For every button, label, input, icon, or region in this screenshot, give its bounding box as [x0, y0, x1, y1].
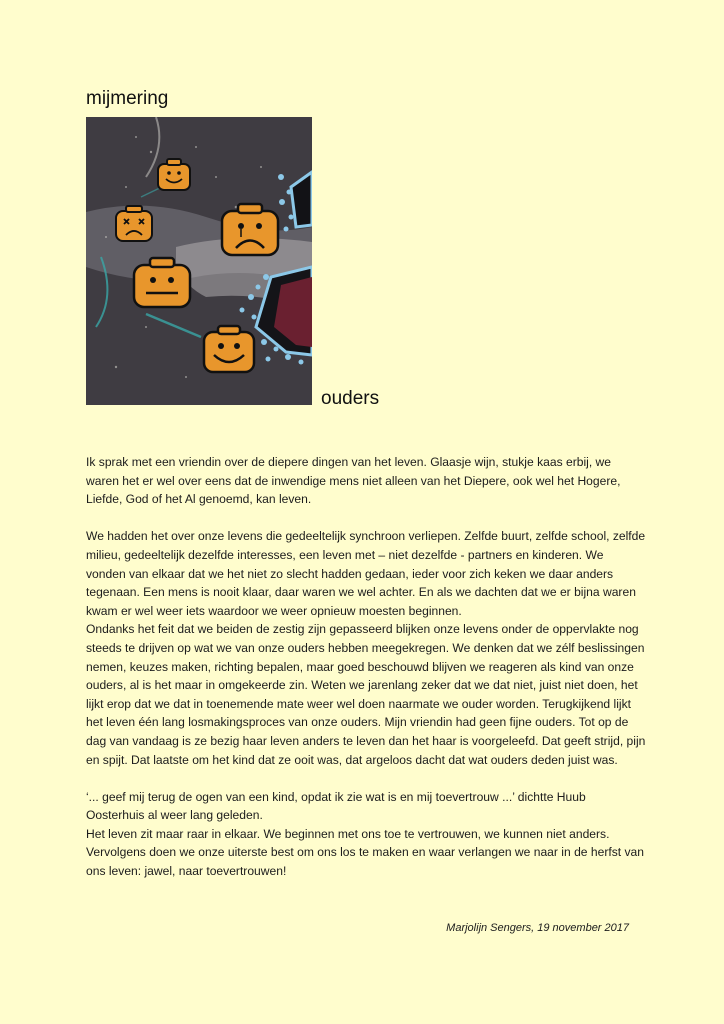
- article-body: [86, 453, 646, 881]
- quote-paragraph: ‘... geef mij terug de ogen van een kind, opdat ik zie wat is en mij toevertrouw ...’ dichtte Huub Oosterhuis al weer lang geleden.: [86, 789, 586, 823]
- subtitle: ouders: [321, 388, 380, 409]
- paragraph-5: Het leven zit maar raar in elkaar. We beginnen met ons toe te vertrouwen, we kunnen niet anders. Vervolgens doen we onze uiterste best om ons los te maken en waar verlangen we naar in de herfst van ons leven: jawel, naar toevertrouwen!: [86, 826, 644, 879]
- artwork-image: [86, 117, 312, 405]
- paragraph-2: We hadden het over onze levens die gedeeltelijk synchroon verliepen. Zelfde buurt, zelfde school, zelfde milieu, gedeeltelijk dezelfde interesses, een leven met – niet dezelfde - partners en kinderen. We vonden van elkaar dat we het niet zo slecht hadden gedaan, ieder voor zich keken we daar anders tegenaan. Een mens is nooit klaar, daar waren we wel achter. En als we dachten dat we er bijna waren kwam er wel weer iets waardoor we weer opnieuw moesten beginnen.: [86, 529, 646, 618]
- page-title: mijmering: [86, 88, 169, 109]
- paragraph-1: Ik sprak met een vriendin over de diepere dingen van het leven. Glaasje wijn, stukje kaas erbij, we waren het er wel over eens dat de inwendige mens niet alleen van het Diepere, ook wel het Hogere, Liefde, God of het Al genoemd, kan leven.: [86, 455, 621, 507]
- author-signature: Marjolijn Sengers, 19 november 2017: [446, 922, 629, 934]
- paragraph-3: Ondanks het feit dat we beiden de zestig zijn gepasseerd blijken onze levens onder de oppervlakte nog steeds te drijven op wat we van onze ouders hebben meegekregen. We denken dat we zélf beslissingen nemen, keuzes maken, richting bepalen, maar goed beschouwd blijven we reageren als kind van onze ouders, al is het maar in omgekeerde zin. Weten we jarenlang zeker dat we dat niet, juist niet doen, het lijkt erop dat we dat in toenemende mate weer wel doen naarmate we ouder worden. Terugkijkend lijkt het leven één lang losmakingsproces van onze ouders. Mijn vriendin had geen fijne ouders. Tot op de dag van vandaag is ze bezig haar leven anders te leven dan het haar is voorgeleefd. Dat geeft strijd, pijn en spijt. Dat laatste om het kind dat ze ooit was, dat argeloos dacht dat wat ouders deden juist was.: [86, 622, 646, 767]
